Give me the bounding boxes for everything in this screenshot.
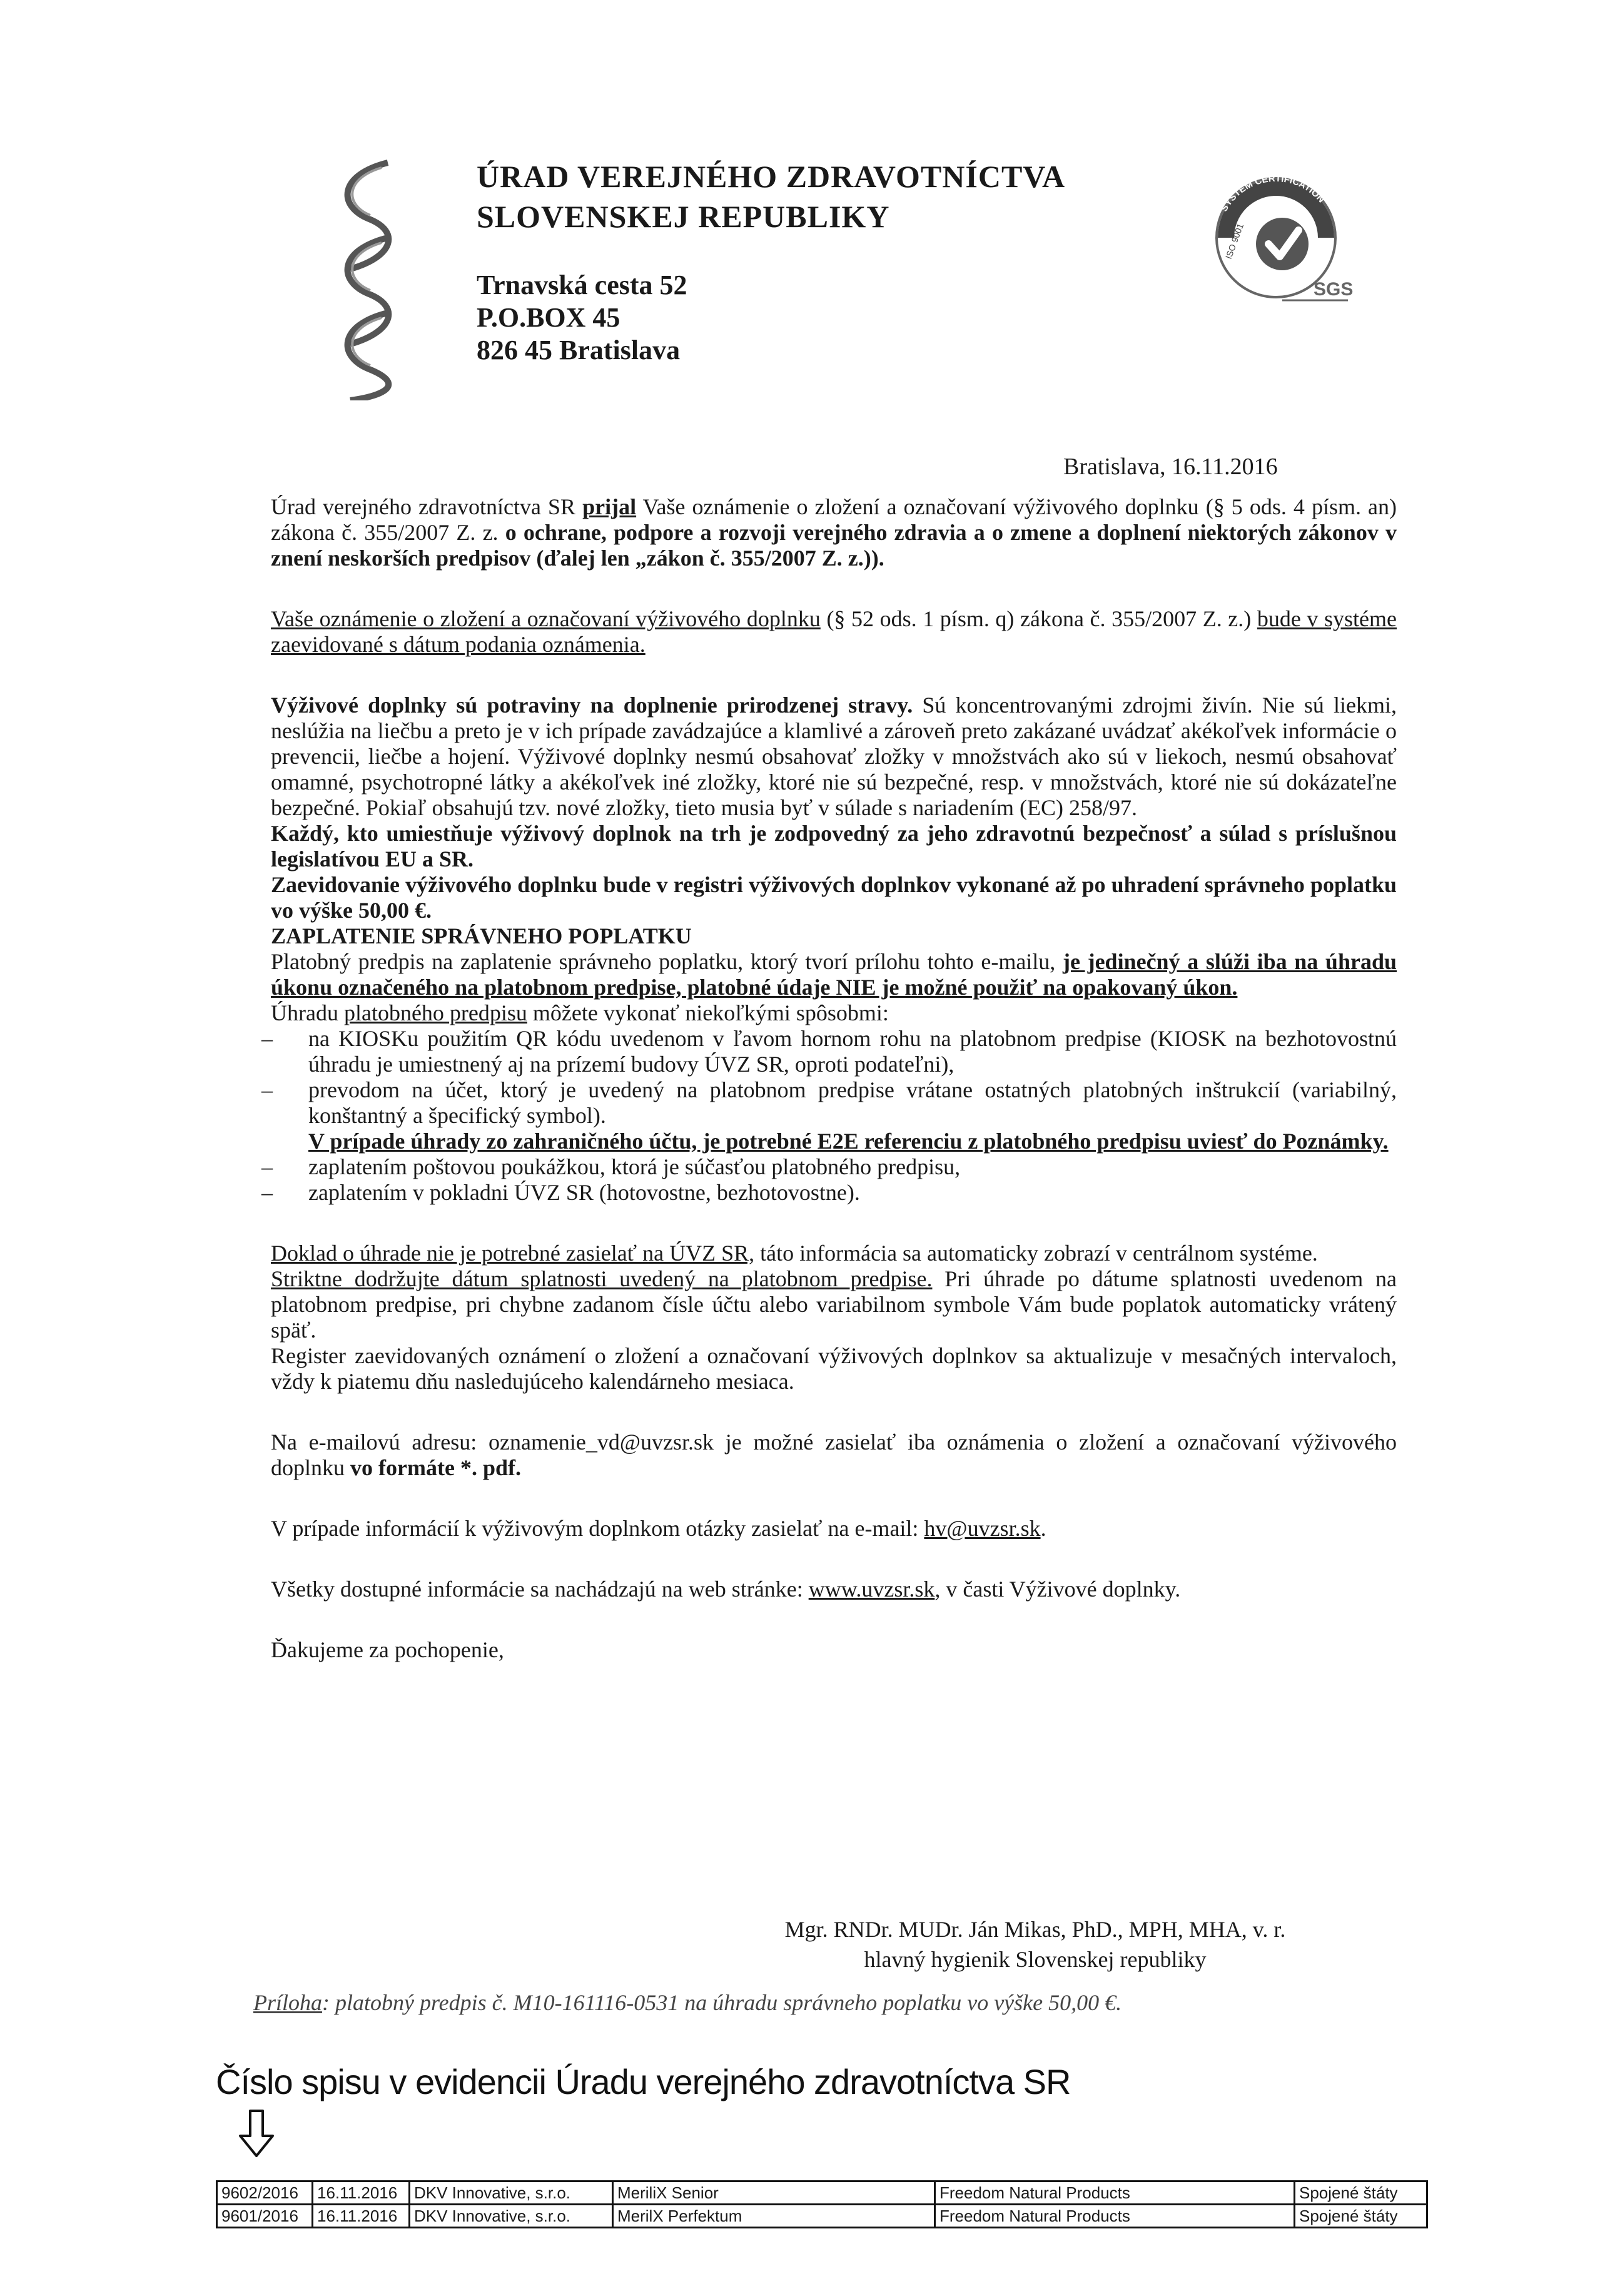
list-item: – zaplatením poštovou poukážkou, ktorá je súčasťou platobného predpisu, — [261, 1154, 961, 1179]
svg-text:SGS: SGS — [1314, 279, 1354, 300]
letter-date: Bratislava, 16.11.2016 — [1063, 454, 1278, 480]
foreign-payment-note: V prípade úhrady zo zahraničného účtu, je potrebné E2E referenciu z platobného predpisu uviesť do Poznámky. — [308, 1129, 1389, 1154]
company-cell: DKV Innovative, s.r.o. — [410, 2205, 613, 2228]
table-row — [217, 2205, 1427, 2228]
paragraph-registration: Vaše oznámenie o zložení a označovaní výživového doplnku (§ 52 ods. 1 písm. q) zákona č. 355/2007 Z. z.) bude v systéme zaevidované s dátum podania oznámenia. — [271, 606, 1397, 657]
paragraph-payment-order: Platobný predpis na zaplatenie správneho poplatku, ktorý tvorí prílohu tohto e-mailu, je jedinečný a slúži iba na úhradu úkonu označeného na platobnom predpise, platobné údaje NIE je možné použiť na opakovaný úkon. — [271, 949, 1397, 1000]
signatory-role: hlavný hygienik Slovenskej republiky — [864, 1947, 1207, 1972]
sgs-certification-icon — [1182, 156, 1370, 307]
institution-logo-icon — [313, 150, 413, 400]
table-row — [217, 2182, 1427, 2205]
product-cell: MerilX Perfektum — [613, 2205, 935, 2228]
letter-body — [261, 494, 1397, 1663]
signature-block — [754, 1914, 1317, 1974]
org-name — [477, 156, 1065, 236]
section-heading-fee: ZAPLATENIE SPRÁVNEHO POPLATKU — [271, 923, 692, 948]
producer-cell: Freedom Natural Products — [935, 2182, 1295, 2205]
annex-note: Príloha: platobný predpis č. M10-161116-0531 na úhradu správneho poplatku vo výške 50,00 €. — [253, 1990, 1122, 2015]
paragraph-contact-email: V prípade informácií k výživovým doplnkom otázky zasielať na e-mail: hv@uvzsr.sk. — [271, 1516, 1046, 1541]
svg-text:ISO 9001: ISO 9001 — [1223, 221, 1246, 261]
company-cell: DKV Innovative, s.r.o. — [410, 2182, 613, 2205]
svg-text:SYSTEM CERTIFICATION: SYSTEM CERTIFICATION — [1218, 173, 1327, 214]
paragraph-thanks: Ďakujeme za pochopenie, — [271, 1637, 504, 1662]
list-item: – prevodom na účet, ktorý je uvedený na platobnom predpise vrátane ostatných platobných inštrukcií (variabilný, konštantný a špecifický symbol). V prípade úhrady zo zahraničného účtu, je potrebné E2E referenciu z platobného predpisu uviesť do Poznámky. — [261, 1077, 1397, 1154]
paragraph-responsibility: Každý, kto umiestňuje výživový doplnok na trh je zodpovedný za jeho zdravotnú bezpečnosť a súlad s príslušnou legislatívou EU a SR. — [271, 821, 1397, 871]
registry-table — [216, 2180, 1428, 2228]
contact-email-link[interactable]: hv@uvzsr.sk — [924, 1516, 1041, 1541]
paragraph-website: Všetky dostupné informácie sa nachádzajú na web stránke: www.uvzsr.sk, v časti Výživové doplnky. — [271, 1577, 1181, 1602]
paragraph-email-submission: Na e-mailovú adresu: oznamenie_vd@uvzsr.sk je možné zasielať iba oznámenia o zložení a označovaní výživového doplnku vo formáte *. pdf. — [271, 1430, 1397, 1480]
evidence-number-label: Číslo spisu v evidencii Úradu verejného zdravotníctva SR — [216, 2062, 1071, 2101]
producer-cell: Freedom Natural Products — [935, 2205, 1295, 2228]
org-name-line2: SLOVENSKEJ REPUBLIKY — [477, 199, 890, 234]
list-item: – na KIOSKu použitím QR kódu uvedenom v ľavom hornom rohu na platobnom predpise (KIOSK na bezhotovostnú úhradu je umiestnený aj na prízemí budovy ÚVZ SR, oproti podateľni), — [261, 1026, 1397, 1077]
country-cell: Spojené štáty — [1295, 2205, 1427, 2228]
paragraph-fee-condition: Zaevidovanie výživového doplnku bude v registri výživových doplnkov vykonané až po uhradení správneho poplatku vo výške 50,00 €. — [271, 872, 1397, 923]
list-item: – zaplatením v pokladni ÚVZ SR (hotovostne, bezhotovostne). — [261, 1180, 860, 1205]
org-address — [477, 269, 687, 367]
date-cell: 16.11.2016 — [313, 2182, 410, 2205]
website-link[interactable]: www.uvzsr.sk — [808, 1577, 935, 1602]
paragraph-supplements-info: Výživové doplnky sú potraviny na doplnenie prirodzenej stravy. Sú koncentrovanými zdrojmi živín. Nie sú liekmi, neslúžia na liečbu a preto je v ich prípade zavádzajúce a klamlivé a zároveň preto zakázané uvádzať akékoľvek informácie o prevencii, liečbe a hojení. Výživové doplnky nesmú obsahovať zložky v množstvách ako sú v liekoch, nesmú obsahovať omamné, psychotropné látky a akékoľvek iné zložky, ktoré nie sú bezpečné, resp. v množstvách, ktoré nie sú dokázateľne bezpečné. Pokiaľ obsahujú tzv. nové zložky, tieto musia byť v súlade s nariadením (EC) 258/97. — [271, 693, 1397, 820]
address-pobox: P.O.BOX 45 — [477, 302, 620, 333]
address-city: 826 45 Bratislava — [477, 335, 681, 365]
paragraph-receipt-proof: Doklad o úhrade nie je potrebné zasielať na ÚVZ SR, táto informácia sa automaticky zobrazí v centrálnom systéme. — [271, 1241, 1318, 1266]
signatory-name: Mgr. RNDr. MUDr. Ján Mikas, PhD., MPH, MHA, v. r. — [784, 1917, 1286, 1942]
paragraph-payment-methods: Úhradu platobného predpisu môžete vykonať niekoľkými spôsobmi: — [271, 1000, 889, 1025]
payment-methods-list — [261, 1026, 1397, 1206]
country-cell: Spojené štáty — [1295, 2182, 1427, 2205]
address-street: Trnavská cesta 52 — [477, 270, 687, 300]
org-name-line1: ÚRAD VEREJNÉHO ZDRAVOTNÍCTVA — [477, 159, 1066, 194]
file-number-cell: 9601/2016 — [217, 2205, 313, 2228]
arrow-down-icon — [238, 2108, 275, 2158]
product-cell: MeriliX Senior — [613, 2182, 935, 2205]
paragraph-due-date: Striktne dodržujte dátum splatnosti uvedený na platobnom predpise. Pri úhrade po dátume splatnosti uvedenom na platobnom predpise, pri chybne zadanom čísle účtu alebo variabilnom symbole Vám bude poplatok automaticky vrátený späť. — [271, 1266, 1397, 1343]
paragraph-register-update: Register zaevidovaných oznámení o zložení a označovaní výživových doplnkov sa aktualizuje v mesačných intervaloch, vždy k piatemu dňu nasledujúceho kalendárneho mesiaca. — [271, 1343, 1397, 1394]
paragraph-receipt: Úrad verejného zdravotníctva SR prijal Vaše oznámenie o zložení a označovaní výživového doplnku (§ 5 ods. 4 písm. an) zákona č. 355/2007 Z. z. o ochrane, podpore a rozvoji verejného zdravia a o zmene a doplnení niektorých zákonov v znení neskorších predpisov (ďalej len „zákon č. 355/2007 Z. z.)). — [271, 494, 1397, 571]
date-cell: 16.11.2016 — [313, 2205, 410, 2228]
file-number-cell: 9602/2016 — [217, 2182, 313, 2205]
